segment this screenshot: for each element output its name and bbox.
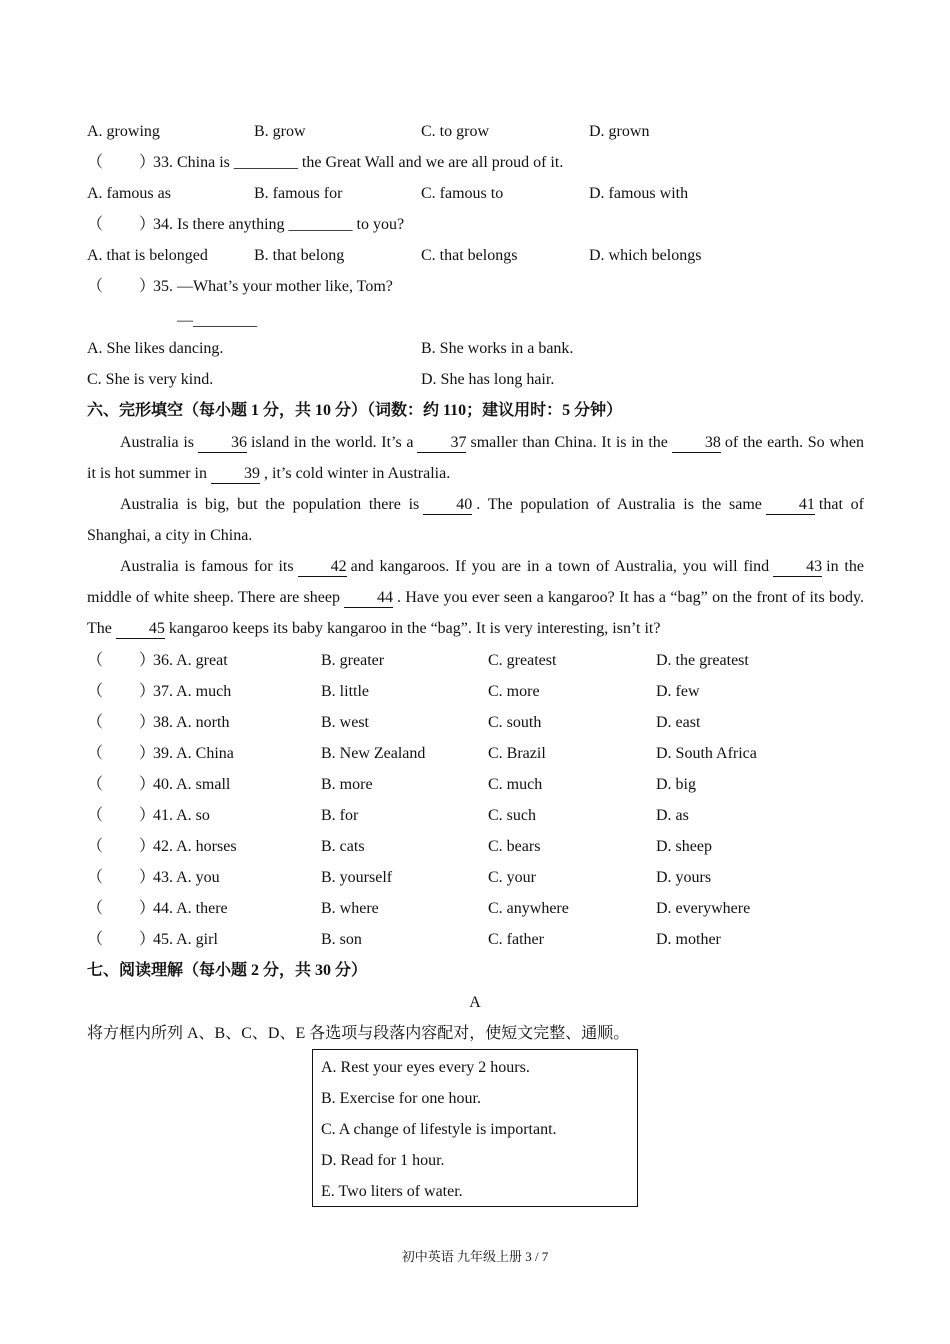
answer-parens: （ ）	[87, 652, 156, 669]
answer-parens: （ ）	[87, 278, 156, 295]
q32-option-b: B. grow	[254, 123, 306, 140]
cloze-row: （ ）37. A. much	[87, 683, 232, 700]
cloze-option-c: C. father	[488, 931, 544, 948]
blank-36: 36	[198, 434, 247, 453]
cloze-option-b: B. west	[321, 714, 369, 731]
answer-parens: （ ）	[87, 838, 156, 855]
answer-parens: （ ）	[87, 683, 156, 700]
q35-option-a: A. She likes dancing.	[87, 340, 224, 357]
q32-option-d: D. grown	[589, 123, 650, 140]
cloze-option-b: B. where	[321, 900, 379, 917]
question-stem: —What’s your mother like, Tom?	[177, 278, 393, 295]
cloze-option-c: C. such	[488, 807, 536, 824]
cloze-row: （ ）40. A. small	[87, 776, 231, 793]
answer-parens: （ ）	[87, 216, 156, 233]
cloze-option-b: B. son	[321, 931, 362, 948]
cloze-option-c: C. greatest	[488, 652, 557, 669]
cloze-option-d: D. South Africa	[656, 745, 757, 762]
q34-option-c: C. that belongs	[421, 247, 518, 264]
cloze-option-d: D. everywhere	[656, 900, 751, 917]
cloze-option-d: D. big	[656, 776, 696, 793]
reading-part-label: A	[469, 994, 481, 1011]
cloze-option-c: C. your	[488, 869, 536, 886]
page-footer: 初中英语 九年级上册 3 / 7	[401, 1249, 549, 1264]
question-number: 34.	[153, 216, 173, 233]
cloze-option-c: C. more	[488, 683, 540, 700]
cloze-row: （ ）43. A. you	[87, 869, 220, 886]
cloze-option-b: B. New Zealand	[321, 745, 426, 762]
blank-43: 43	[773, 558, 822, 577]
cloze-row: （ ）39. A. China	[87, 745, 234, 762]
q33-option-a: A. famous as	[87, 185, 171, 202]
q32-option-a: A. growing	[87, 123, 160, 140]
q34-option-d: D. which belongs	[589, 247, 702, 264]
cloze-option-c: C. much	[488, 776, 543, 793]
q35-option-d: D. She has long hair.	[421, 371, 555, 388]
box-option-c: C. A change of lifestyle is important.	[321, 1121, 557, 1138]
q35-option-c: C. She is very kind.	[87, 371, 214, 388]
answer-parens: （ ）	[87, 807, 156, 824]
cloze-option-d: D. east	[656, 714, 701, 731]
question-number: 35.	[153, 278, 173, 295]
box-option-e: E. Two liters of water.	[321, 1183, 463, 1200]
box-option-b: B. Exercise for one hour.	[321, 1090, 481, 1107]
answer-parens: （ ）	[87, 869, 156, 886]
answer-parens: （ ）	[87, 900, 156, 917]
cloze-row: （ ）42. A. horses	[87, 838, 237, 855]
box-option-a: A. Rest your eyes every 2 hours.	[321, 1059, 530, 1076]
cloze-passage	[87, 427, 864, 644]
cloze-option-b: B. for	[321, 807, 359, 824]
answer-parens: （ ）	[87, 745, 156, 762]
section-7-heading: 七、阅读理解（每小题 2 分，共 30 分）	[87, 962, 368, 979]
q35-option-b: B. She works in a bank.	[421, 340, 574, 357]
q32-option-c: C. to grow	[421, 123, 489, 140]
cloze-row: （ ）44. A. there	[87, 900, 228, 917]
cloze-paragraph-1: Australia is 36 island in the world. It’s a 37 smaller than China. It is in the 38 of the earth. So when it is hot summer in 39 , it’s cold winter in Australia.	[87, 434, 864, 482]
q34-option-b: B. that belong	[254, 247, 345, 264]
question-number: 33.	[153, 154, 173, 171]
blank-44: 44	[344, 589, 393, 608]
question-stem: China is ________ the Great Wall and we are all proud of it.	[177, 154, 564, 171]
blank-40: 40	[423, 496, 472, 515]
answer-parens: （ ）	[87, 714, 156, 731]
blank-42: 42	[298, 558, 347, 577]
q35-reply-blank: —________	[177, 312, 257, 329]
section-6-heading: 六、完形填空（每小题 1 分，共 10 分）（词数：约 110；建议用时：5 分钟）	[87, 402, 623, 419]
q34-stem-line	[87, 215, 404, 235]
cloze-option-d: D. as	[656, 807, 689, 824]
cloze-paragraph-2: Australia is big, but the population there is 40 . The population of Australia is the same 41 that of Shanghai, a city in China.	[87, 496, 865, 544]
q33-option-b: B. famous for	[254, 185, 343, 202]
question-stem: Is there anything ________ to you?	[177, 216, 405, 233]
q33-option-c: C. famous to	[421, 185, 504, 202]
cloze-option-c: C. anywhere	[488, 900, 569, 917]
box-option-d: D. Read for 1 hour.	[321, 1152, 445, 1169]
blank-45: 45	[116, 620, 165, 639]
blank-41: 41	[766, 496, 815, 515]
q33-option-d: D. famous with	[589, 185, 689, 202]
q33-stem-line	[87, 153, 563, 173]
cloze-option-d: D. few	[656, 683, 700, 700]
blank-37: 37	[417, 434, 466, 453]
answer-parens: （ ）	[87, 776, 156, 793]
cloze-row: （ ）45. A. girl	[87, 931, 218, 948]
cloze-option-b: B. more	[321, 776, 373, 793]
cloze-option-b: B. little	[321, 683, 369, 700]
answer-parens: （ ）	[87, 931, 156, 948]
answer-parens: （ ）	[87, 154, 156, 171]
cloze-option-c: C. south	[488, 714, 542, 731]
cloze-option-b: B. greater	[321, 652, 385, 669]
cloze-paragraph-3: Australia is famous for its 42 and kangaroos. If you are in a town of Australia, you will find 43 in the middle of white sheep. There are sheep 44 . Have you ever seen a kangaroo? It has a “bag” on the front of its body. The 45 kangaroo keeps its baby kangaroo in the “bag”. It is very interesting, isn’t it?	[87, 558, 865, 637]
reading-instruction: 将方框内所列 A、B、C、D、E 各选项与段落内容配对，使短文完整、通顺。	[87, 1025, 630, 1042]
cloze-row: （ ）41. A. so	[87, 807, 210, 824]
cloze-option-d: D. the greatest	[656, 652, 749, 669]
q35-stem-line	[87, 277, 393, 297]
cloze-option-c: C. bears	[488, 838, 541, 855]
cloze-row: （ ）36. A. great	[87, 652, 228, 669]
cloze-option-d: D. sheep	[656, 838, 712, 855]
cloze-option-c: C. Brazil	[488, 745, 546, 762]
q34-option-a: A. that is belonged	[87, 247, 208, 264]
options-box	[312, 1049, 638, 1207]
blank-38: 38	[672, 434, 721, 453]
cloze-option-d: D. mother	[656, 931, 721, 948]
cloze-option-b: B. cats	[321, 838, 365, 855]
cloze-option-d: D. yours	[656, 869, 712, 886]
blank-39: 39	[211, 465, 260, 484]
cloze-option-b: B. yourself	[321, 869, 393, 886]
cloze-row: （ ）38. A. north	[87, 714, 230, 731]
